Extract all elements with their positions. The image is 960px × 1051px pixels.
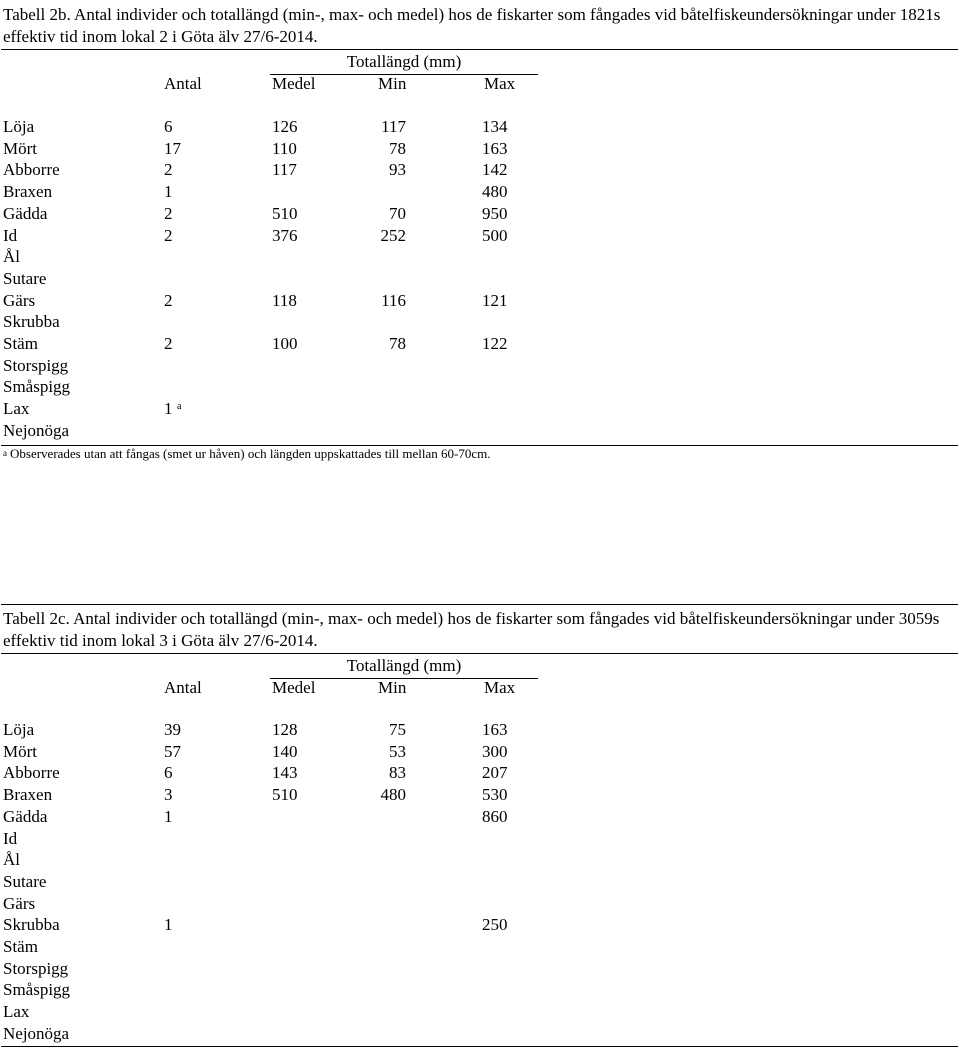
species-cell: Ål	[3, 850, 20, 870]
species-cell: Storspigg	[3, 958, 69, 978]
max-cell: 207	[482, 763, 508, 783]
species-cell: Braxen	[3, 182, 53, 202]
antal-cell: 6	[164, 763, 173, 783]
table-row	[0, 290, 960, 312]
medel-cell: 143	[272, 763, 298, 783]
species-cell: Stäm	[3, 334, 38, 353]
min-cell: 83	[389, 763, 406, 783]
table-row	[0, 893, 960, 915]
medel-cell: 100	[272, 334, 298, 353]
species-cell: Löja	[3, 720, 35, 739]
species-cell: Gärs	[3, 893, 36, 913]
table-2c-bottom-rule	[1, 1046, 958, 1047]
table-row	[0, 225, 960, 247]
table-row	[0, 376, 960, 398]
table-row	[0, 806, 960, 828]
min-cell: 53	[389, 741, 406, 761]
species-cell: Skrubba	[3, 915, 60, 935]
species-cell: Mört	[3, 138, 37, 158]
footnote-marker: a	[3, 448, 7, 458]
max-cell: 480	[482, 182, 508, 202]
species-cell: Småspigg	[3, 377, 71, 397]
table-2c-top-rule	[1, 604, 958, 605]
species-cell: Gärs	[3, 290, 36, 310]
antal-cell: 57	[164, 741, 181, 761]
min-cell: 117	[381, 117, 406, 136]
table-2c-col-medel: Medel	[272, 678, 316, 697]
species-cell: Id	[3, 225, 18, 245]
max-cell: 121	[482, 290, 508, 310]
species-cell: Skrubba	[3, 312, 60, 332]
antal-cell: 1	[164, 399, 173, 419]
species-cell: Nejonöga	[3, 420, 70, 440]
max-cell: 122	[482, 334, 508, 353]
max-cell: 250	[482, 915, 508, 935]
table-row	[0, 181, 960, 203]
table-row	[0, 979, 960, 1001]
medel-cell: 376	[272, 225, 298, 245]
table-row	[0, 203, 960, 225]
antal-cell: 2	[164, 290, 173, 310]
table-row	[0, 268, 960, 290]
medel-cell: 128	[272, 720, 298, 739]
species-cell: Id	[3, 828, 18, 848]
species-cell: Gädda	[3, 806, 48, 826]
species-cell: Abborre	[3, 160, 60, 180]
species-cell: Lax	[3, 399, 30, 419]
max-cell: 950	[482, 203, 508, 223]
table-2b-col-max: Max	[484, 74, 516, 93]
species-cell: Abborre	[3, 763, 60, 783]
table-row	[0, 871, 960, 893]
table-row	[0, 762, 960, 784]
species-cell: Stäm	[3, 937, 38, 956]
table-row	[0, 246, 960, 268]
table-2b-caption: Tabell 2b. Antal individer och totallängd (min-, max- och medel) hos de fiskarter som fångades vid båtelfiskeundersökningar under 1821s effektiv tid inom lokal 2 i Göta älv 27/6-2014.	[3, 5, 941, 46]
antal-cell: 3	[164, 785, 173, 805]
antal-cell: 17	[164, 138, 181, 158]
min-cell: 116	[381, 290, 406, 310]
species-cell: Gädda	[3, 203, 48, 223]
max-cell: 134	[482, 117, 508, 136]
table-row	[0, 958, 960, 980]
table-row	[0, 398, 960, 420]
max-cell: 142	[482, 160, 508, 180]
footnote-ref: a	[177, 401, 182, 413]
antal-cell: 2	[164, 334, 173, 353]
species-cell: Storspigg	[3, 355, 69, 375]
table-2b-col-min: Min	[378, 74, 407, 93]
table-row	[0, 333, 960, 355]
medel-cell: 140	[272, 741, 298, 761]
species-cell: Ål	[3, 247, 20, 267]
min-cell: 252	[380, 225, 406, 245]
table-2c-header-rule	[1, 653, 958, 654]
table-2b-col-medel: Medel	[272, 74, 316, 93]
table-2c-caption: Tabell 2c. Antal individer och totallängd (min-, max- och medel) hos de fiskarter som fångades vid båtelfiskeundersökningar under 3059s effektiv tid inom lokal 3 i Göta älv 27/6-2014.	[3, 609, 940, 650]
species-cell: Nejonöga	[3, 1023, 70, 1043]
table-row	[0, 420, 960, 442]
species-cell: Mört	[3, 741, 37, 761]
antal-cell: 6	[164, 117, 173, 136]
medel-cell: 110	[272, 138, 297, 158]
min-cell: 93	[389, 160, 406, 180]
species-cell: Braxen	[3, 785, 53, 805]
medel-cell: 117	[272, 160, 297, 180]
table-row	[0, 741, 960, 763]
table-row	[0, 116, 960, 138]
medel-cell: 118	[272, 290, 297, 310]
table-2c-group-header: Totallängd (mm)	[270, 655, 538, 679]
antal-cell: 39	[164, 720, 181, 739]
table-row	[0, 355, 960, 377]
min-cell: 480	[380, 785, 406, 805]
table-row	[0, 138, 960, 160]
species-cell: Småspigg	[3, 980, 71, 1000]
species-cell: Sutare	[3, 268, 47, 288]
min-cell: 70	[389, 203, 406, 223]
table-2b-col-antal: Antal	[164, 74, 202, 93]
table-row	[0, 784, 960, 806]
table-row	[0, 159, 960, 181]
table-row	[0, 311, 960, 333]
min-cell: 78	[389, 138, 406, 158]
table-row	[0, 719, 960, 741]
table-row	[0, 914, 960, 936]
min-cell: 75	[389, 720, 406, 739]
species-cell: Löja	[3, 117, 35, 136]
min-cell: 78	[389, 334, 406, 353]
table-row	[0, 828, 960, 850]
medel-cell: 510	[272, 203, 298, 223]
table-row	[0, 1023, 960, 1045]
table-row	[0, 1001, 960, 1023]
antal-cell: 2	[164, 160, 173, 180]
footnote-text: Observerades utan att fångas (smet ur håven) och längden uppskattades till mellan 60-70cm.	[10, 446, 491, 461]
antal-cell: 2	[164, 225, 173, 245]
species-cell: Sutare	[3, 871, 47, 891]
species-cell: Lax	[3, 1002, 30, 1022]
max-cell: 860	[482, 806, 508, 826]
table-2b-top-rule	[1, 49, 958, 50]
max-cell: 530	[482, 785, 508, 805]
medel-cell: 126	[272, 117, 298, 136]
antal-cell: 2	[164, 203, 173, 223]
table-2b-group-header: Totallängd (mm)	[270, 51, 538, 75]
table-2b-footnote	[3, 446, 491, 462]
medel-cell: 510	[272, 785, 298, 805]
max-cell: 500	[482, 225, 508, 245]
table-2c-col-min: Min	[378, 678, 407, 697]
antal-cell: 1	[164, 806, 173, 826]
max-cell: 163	[482, 720, 508, 739]
table-2c-col-antal: Antal	[164, 678, 202, 697]
table-2c-col-max: Max	[484, 678, 516, 697]
table-row	[0, 849, 960, 871]
table-row	[0, 936, 960, 958]
antal-cell: 1	[164, 182, 173, 202]
max-cell: 300	[482, 741, 508, 761]
antal-cell: 1	[164, 915, 173, 935]
max-cell: 163	[482, 138, 508, 158]
